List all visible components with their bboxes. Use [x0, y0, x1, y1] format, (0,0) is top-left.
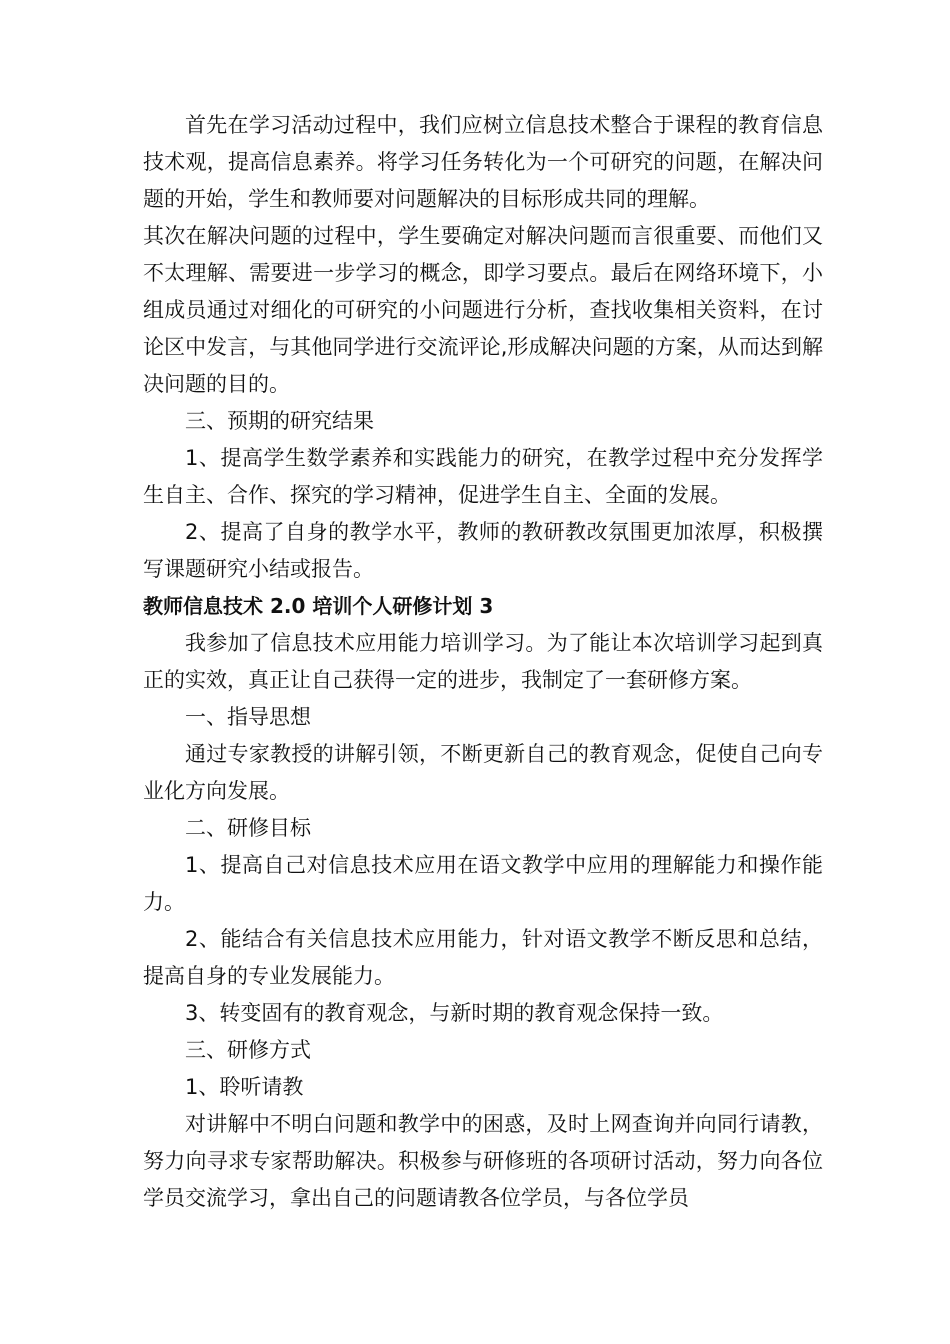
section-title-expected-results: 三、预期的研究结果 [185, 409, 374, 433]
paragraph-result-1: 1、提高学生数学素养和实践能力的研究，在教学过程中充分发挥学生自主、合作、探究的学习精神，促进学生自主、全面的发展。 [143, 446, 823, 507]
section-title-methods: 三、研修方式 [185, 1038, 311, 1062]
subsection-title-listen: 1、聆听请教 [185, 1075, 304, 1099]
paragraph-goal-3: 3、转变固有的教育观念，与新时期的教育观念保持一致。 [185, 1001, 724, 1025]
paragraph-result-2: 2、提高了自身的教学水平，教师的教研教改氛围更加浓厚，积极撰写课题研究小结或报告。 [143, 520, 823, 581]
document-body [143, 107, 823, 1217]
paragraph-intro-part1: 首先在学习活动过程中，我们应树立信息技术整合于课程的教育信息技术观，提高信息素养。将学习任务转化为一个可研究的问题，在解决问题的开始，学生和教师要对问题解决的目标形成共同的理解。 [143, 113, 823, 211]
document-heading: 教师信息技术 2.0 培训个人研修计划 3 [143, 594, 494, 618]
paragraph-goal-2: 2、能结合有关信息技术应用能力，针对语文教学不断反思和总结，提高自身的专业发展能力。 [143, 927, 823, 988]
paragraph-intro-part2: 其次在解决问题的过程中，学生要确定对解决问题而言很重要、而他们又不太理解、需要进一步学习的概念，即学习要点。最后在网络环境下，小组成员通过对细化的可研究的小问题进行分析，查找收集相关资料，在讨论区中发言，与其他同学进行交流评论,形成解决问题的方案，从而达到解决问题的目的。 [143, 224, 823, 396]
paragraph-listen: 对讲解中不明白问题和教学中的困惑，及时上网查询并向同行请教，努力向寻求专家帮助解决。积极参与研修班的各项研讨活动，努力向各位学员交流学习，拿出自己的问题请教各位学员，与各位学员 [143, 1112, 823, 1210]
paragraph-goal-1: 1、提高自己对信息技术应用在语文教学中应用的理解能力和操作能力。 [143, 853, 823, 914]
section-title-goals: 二、研修目标 [185, 816, 311, 840]
section-title-guiding-thought: 一、指导思想 [185, 705, 311, 729]
paragraph-guiding-thought: 通过专家教授的讲解引领，不断更新自己的教育观念，促使自己向专业化方向发展。 [143, 742, 823, 803]
paragraph-plan-intro: 我参加了信息技术应用能力培训学习。为了能让本次培训学习起到真正的实效，真正让自己获得一定的进步，我制定了一套研修方案。 [143, 631, 823, 692]
